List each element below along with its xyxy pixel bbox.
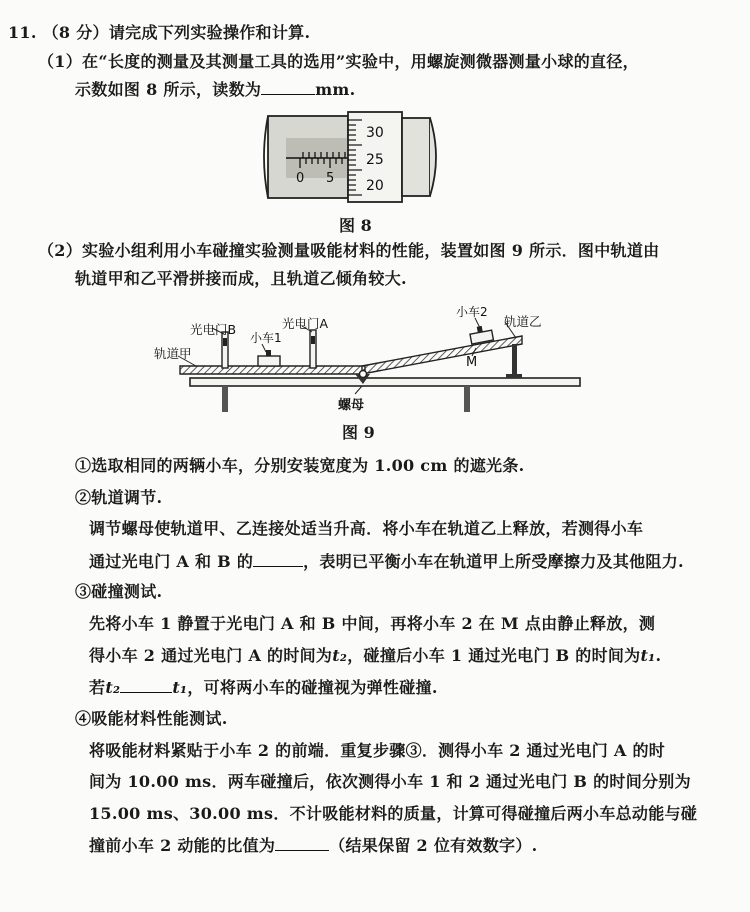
step-3-text-b1: 得小车 2 通过光电门 A 的时间为 [89, 646, 333, 665]
part1-unit: mm. [315, 80, 356, 99]
track-yi-support [512, 344, 517, 378]
photogate-b [222, 332, 228, 368]
step-3-line-b [89, 645, 661, 667]
step-4-line-a: 将吸能材料紧贴于小车 2 的前端．重复步骤③．测得小车 2 通过光电门 A 的时 [89, 741, 666, 760]
bench-top [190, 378, 580, 386]
part1-label: （1） [38, 52, 83, 71]
question-header [8, 22, 310, 44]
label-gate-a: 光电门A [282, 316, 329, 331]
part2-text-b: 轨道甲和乙平滑拼接而成，且轨道乙倾角较大. [75, 269, 407, 288]
question-points: （8 分） [42, 23, 109, 42]
step-2-line-a: 调节螺母使轨道甲、乙连接处适当升高．将小车在轨道乙上释放，若测得小车 [89, 519, 644, 538]
label-cart-1: 小车1 [250, 331, 282, 345]
bench-leg-right [464, 386, 470, 412]
step-2-line-b [89, 550, 684, 573]
step-3-line-c [89, 676, 438, 699]
step-3-text-c1: 若 [89, 678, 106, 697]
label-point-m: M [466, 355, 478, 370]
figure-8-micrometer [258, 108, 448, 208]
cart-2 [469, 324, 494, 344]
cart-1 [258, 356, 280, 366]
step-3-text-c2: ，可将两小车的碰撞视为弹性碰撞. [187, 678, 438, 697]
photogate-a [310, 330, 316, 368]
sleeve-label-0: 0 [296, 171, 305, 186]
var-t2: t₂ [105, 678, 121, 697]
step-4-text-d2: （结果保留 2 位有效数字）. [329, 836, 538, 855]
part2-text: 实验小组利用小车碰撞实验测量吸能材料的性能，装置如图 9 所示．图中轨道由 [82, 241, 660, 260]
label-gate-b: 光电门B [190, 322, 237, 337]
var-t1: t₁ [172, 678, 188, 697]
part1-line1 [38, 51, 639, 73]
part1-text: 在“长度的测量及其测量工具的选用”实验中，用螺旋测微器测量小球的直径， [82, 52, 639, 71]
step-3-line-a: 先将小车 1 静置于光电门 A 和 B 中间，再将小车 2 在 M 点由静止释放，测 [89, 614, 656, 633]
part2-line2 [75, 268, 407, 290]
sleeve-label-5: 5 [326, 171, 335, 186]
step-4-text-d1: 撞前小车 2 动能的比值为 [89, 836, 276, 855]
label-track-yi: 轨道乙 [504, 314, 542, 329]
var-t2: t₂ [332, 646, 348, 665]
step-4-line-b: 间为 10.00 ms．两车碰撞后，依次测得小车 1 和 2 通过光电门 B 的时间分别为 [89, 772, 691, 791]
step-4-title: ④吸能材料性能测试. [75, 709, 228, 728]
answer-blank-2[interactable] [253, 550, 303, 567]
part2-label: （2） [38, 241, 83, 260]
step-2-title: ②轨道调节. [75, 488, 163, 507]
figure-9-caption: 图 9 [342, 423, 375, 442]
step-2-text-b1: 通过光电门 A 和 B 的 [89, 552, 254, 571]
step-4-line-c: 15.00 ms、30.00 ms．不计吸能材料的质量，计算可得碰撞后两小车总动能与碰 [89, 804, 698, 823]
thimble-label-20: 20 [366, 178, 384, 194]
figure-8-caption: 图 8 [339, 216, 372, 235]
thimble-label-30: 30 [366, 125, 384, 141]
figure-9-apparatus [150, 300, 590, 420]
step-3-text-b3: . [655, 646, 662, 665]
part2-line1 [38, 240, 659, 262]
question-number: 11. [8, 23, 37, 42]
label-cart-2: 小车2 [456, 305, 488, 319]
step-2-text-b2: ，表明已平衡小车在轨道甲上所受摩擦力及其他阻力. [303, 552, 684, 571]
label-track-jia: 轨道甲 [154, 346, 192, 361]
question-stem: 请完成下列实验操作和计算. [108, 23, 311, 42]
ratchet [402, 118, 430, 196]
step-3-text-b2: ，碰撞后小车 1 通过光电门 B 的时间为 [347, 646, 641, 665]
part1-line2 [75, 78, 356, 101]
track-jia [180, 366, 365, 374]
answer-blank-1[interactable] [261, 78, 315, 95]
label-nut: 螺母 [338, 398, 365, 413]
part1-text-b: 示数如图 8 所示，读数为 [75, 80, 262, 99]
answer-blank-4[interactable] [275, 834, 329, 851]
thimble-label-25: 25 [366, 152, 384, 168]
bench-leg-left [222, 386, 228, 412]
step-3-title: ③碰撞测试. [75, 582, 163, 601]
step-1: ①选取相同的两辆小车，分别安装宽度为 1.00 cm 的遮光条. [75, 456, 525, 475]
var-t1: t₁ [640, 646, 656, 665]
answer-blank-3[interactable] [120, 676, 172, 693]
step-4-line-d [89, 834, 538, 857]
track-yi [362, 336, 522, 374]
